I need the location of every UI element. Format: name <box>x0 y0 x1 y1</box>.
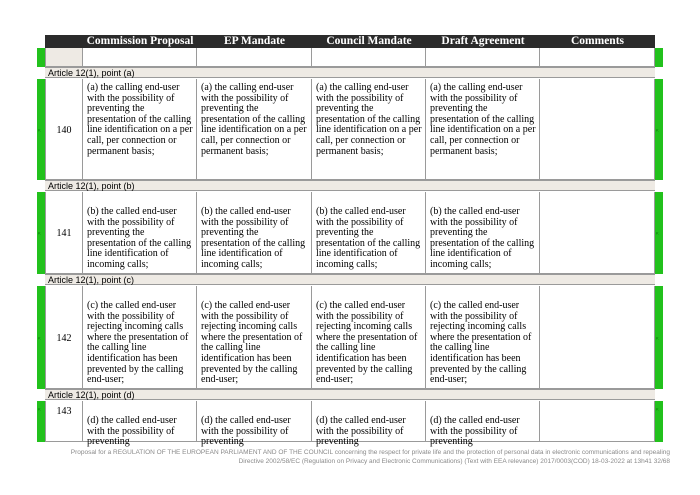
table-row <box>45 192 655 274</box>
commission-text: (c) the called end-user with the possibility of rejecting incoming calls where the presentation of the calling line identification has been prevented by the calling end-user; <box>83 286 197 389</box>
table-header <box>45 35 655 48</box>
table-row-blank <box>45 48 655 67</box>
comments-text <box>540 286 655 389</box>
ep-text: (d) the called end-user with the possibility of preventing <box>197 401 312 442</box>
green-marker-left: K <box>37 79 45 180</box>
council-text: (d) the called end-user with the possibility of preventing <box>312 401 426 442</box>
green-marker-right: K <box>655 192 663 274</box>
header-draft: Draft Agreement <box>441 35 525 47</box>
blank-cell <box>197 48 312 67</box>
green-marker-right: K <box>655 401 663 442</box>
row-number: 141 <box>45 192 83 274</box>
header-comments: Comments <box>570 35 625 47</box>
green-marker-left: K <box>37 401 45 442</box>
green-marker-right: K <box>655 286 663 389</box>
council-text: (c) the called end-user with the possibility of rejecting incoming calls where the presentation of the calling line identification has been prevented by the calling end-user; <box>312 286 426 389</box>
green-marker-left <box>37 48 45 67</box>
blank-cell <box>45 48 83 67</box>
row-number: 143 <box>45 401 83 442</box>
draft-text: (c) the called end-user with the possibility of rejecting incoming calls where the presentation of the calling line identification has been prevented by the calling end-user; <box>426 286 540 389</box>
comments-text <box>540 79 655 180</box>
draft-text: (b) the called end-user with the possibility of preventing the presentation of the calling line identification of incoming calls; <box>426 192 540 274</box>
green-marker-left: K <box>37 286 45 389</box>
footer-line-2: Directive 2002/58/EC (Regulation on Privacy and Electronic Communications) (Text with EEA relevance) 2017/0003(COD) 18-03-2022 at 13h41 32/68 <box>238 458 670 465</box>
table-row <box>45 79 655 180</box>
council-text: (a) the calling end-user with the possibility of preventing the presentation of the calling line identification on a per call, per connection or permanent basis; <box>312 79 426 180</box>
commission-text: (d) the called end-user with the possibility of preventing <box>83 401 197 442</box>
draft-text: (d) the called end-user with the possibility of preventing <box>426 401 540 442</box>
section-heading: Article 12(1), point (b) <box>45 180 655 191</box>
section-heading: Article 12(1), point (a) <box>45 67 655 78</box>
blank-cell <box>426 48 540 67</box>
commission-text: (a) the calling end-user with the possibility of preventing the presentation of the calling line identification on a per call, per connection or permanent basis; <box>83 79 197 180</box>
ep-text: (c) the called end-user with the possibility of rejecting incoming calls where the presentation of the calling line identification has been prevented by the calling end-user; <box>197 286 312 389</box>
header-council: Council Mandate <box>326 35 412 47</box>
row-number: 140 <box>45 79 83 180</box>
row-number: 142 <box>45 286 83 389</box>
table-row <box>45 401 655 448</box>
council-text: (b) the called end-user with the possibility of preventing the presentation of the calling line identification of incoming calls; <box>312 192 426 274</box>
header-ep: EP Mandate <box>223 35 285 47</box>
comments-text <box>540 192 655 274</box>
section-heading: Article 12(1), point (c) <box>45 274 655 285</box>
ep-text: (a) the calling end-user with the possibility of preventing the presentation of the calling line identification on a per call, per connection or permanent basis; <box>197 79 312 180</box>
green-marker-left: K <box>37 192 45 274</box>
commission-text: (b) the called end-user with the possibility of preventing the presentation of the calling line identification of incoming calls; <box>83 192 197 274</box>
green-marker-right: K <box>655 79 663 180</box>
blank-cell <box>312 48 426 67</box>
section-heading: Article 12(1), point (d) <box>45 389 655 400</box>
blank-cell <box>83 48 197 67</box>
ep-text: (b) the called end-user with the possibility of preventing the presentation of the calling line identification of incoming calls; <box>197 192 312 274</box>
footer-line-1: Proposal for a REGULATION OF THE EUROPEAN PARLIAMENT AND OF THE COUNCIL concerning the respect for private life and the protection of personal data in electronic communications and repealing <box>70 449 670 456</box>
blank-cell <box>540 48 655 67</box>
table-row <box>45 286 655 389</box>
comments-text <box>540 401 655 442</box>
green-marker-right <box>655 48 663 67</box>
draft-text: (a) the calling end-user with the possibility of preventing the presentation of the calling line identification on a per call, per connection or permanent basis; <box>426 79 540 180</box>
header-number-col <box>45 35 83 48</box>
header-commission: Commission Proposal <box>86 35 194 47</box>
